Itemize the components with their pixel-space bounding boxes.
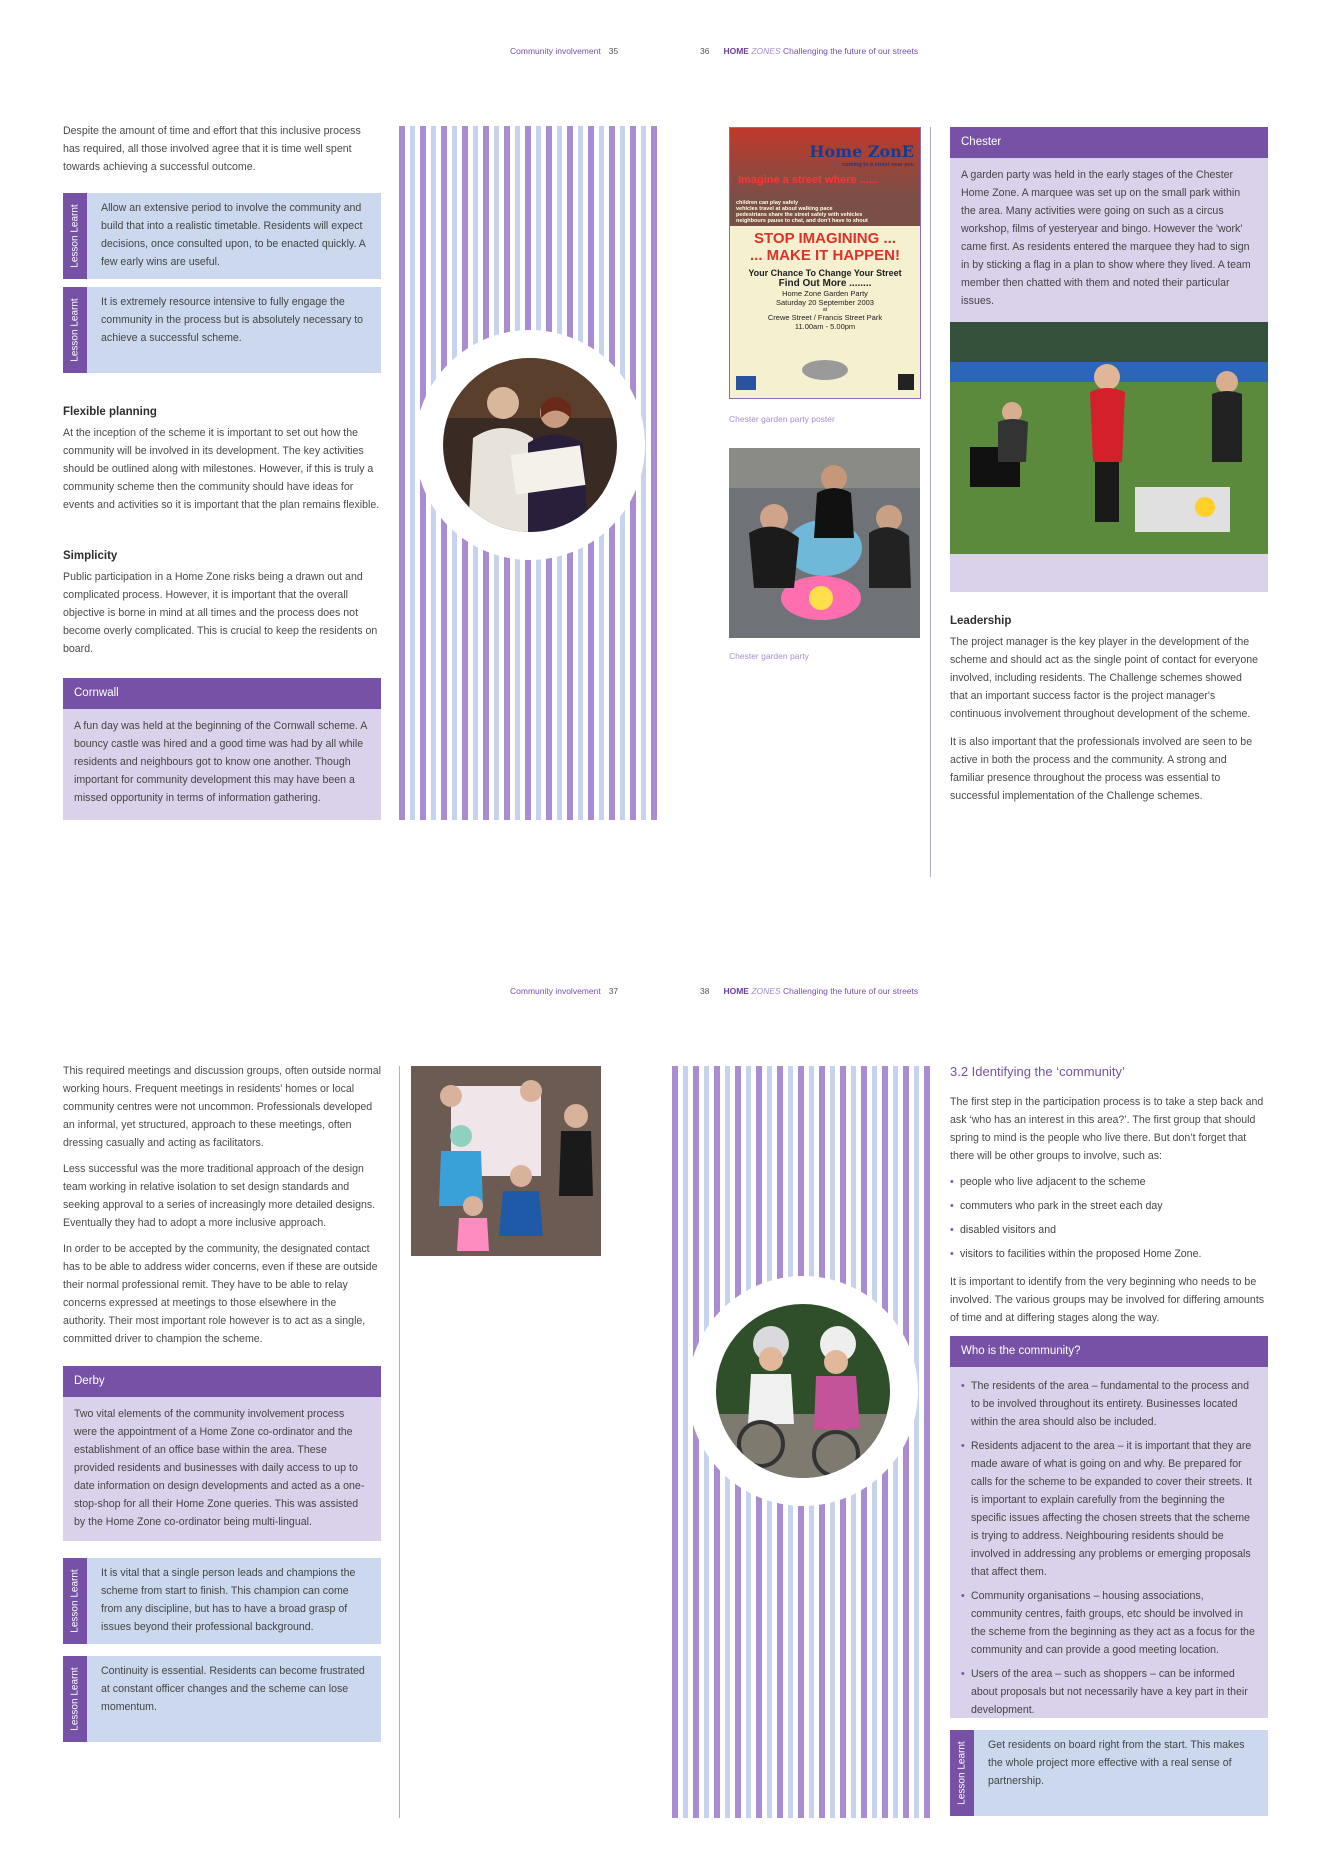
lesson-tab-label: Lesson Learnt	[956, 1741, 968, 1805]
running-header-36	[700, 46, 918, 56]
brand-home: HOME	[723, 986, 749, 996]
section-title: 3.2 Identifying the ‘community’	[950, 1064, 1125, 1079]
lesson-tab	[63, 287, 87, 373]
lesson-tab-label: Lesson Learnt	[69, 1569, 81, 1633]
poster-small-lines	[730, 198, 920, 226]
header-section: Community involvement	[510, 46, 601, 56]
poster-chance: Your Chance To Change Your Street	[748, 268, 902, 278]
header-subtitle: Challenging the future of our streets	[783, 46, 919, 56]
meeting-photo	[443, 358, 617, 532]
home-zone-poster	[729, 127, 921, 399]
list-item: • The residents of the area – fundamental to the process and to be involved throughout its entirety. Businesses located within the area should also be included.	[961, 1377, 1257, 1431]
poster-logo-sub: coming to a street near you	[842, 162, 914, 168]
header-section: Community involvement	[510, 986, 601, 996]
simplicity-section	[63, 550, 381, 666]
list-item: • Community organisations – housing associations, community centres, faith groups, etc should be involved in the scheme from the beginning as they act as a focus for the community and can provide a good meeting location.	[961, 1587, 1257, 1659]
body-paragraph: Less successful was the more traditional approach of the design team working in relative isolation to set design standards and seeking approval to a series of increasingly more detailed designs. Eventually they had to adopt a more inclusive approach.	[63, 1163, 376, 1229]
poster-date: Saturday 20 September 2003	[776, 298, 874, 307]
case-study-box	[63, 678, 381, 820]
running-header-38	[700, 986, 918, 996]
poster-at: at	[822, 307, 828, 313]
lesson-text: Get residents on board right from the start. This makes the whole project more effective with a real sense of partnership.	[988, 1739, 1245, 1787]
poster-party: Home Zone Garden Party	[782, 289, 868, 298]
poster-make: ... MAKE IT HAPPEN!	[749, 247, 900, 264]
body-paragraph: In order to be accepted by the community, the designated contact has to be able to address wider concerns, even if these are outside their normal professional remit. They have to be able to relay concerns expressed at meetings to those elsewhere in the authority. Their most important role however is to act as a single, committed driver to champion the scheme.	[63, 1243, 378, 1345]
body-paragraph: This required meetings and discussion groups, often outside normal working hours. Frequent meetings in residents' homes or local community centres were not uncommon. Professionals developed an informal, yet structured, approach to these meetings, often dressing casually and acting as facilitators.	[63, 1065, 381, 1149]
list-item: • commuters who park in the street each day	[950, 1197, 1265, 1215]
section-heading: Flexible planning	[63, 406, 157, 418]
running-header-35	[510, 46, 618, 56]
identifying-section	[950, 1064, 1265, 1335]
lesson-text: Continuity is essential. Residents can become frustrated at constant officer changes and the scheme can lose momentum.	[101, 1665, 365, 1713]
poster-caption: Chester garden party poster	[729, 414, 835, 424]
brand-zones: ZONES	[751, 46, 781, 56]
flexible-planning-section	[63, 406, 381, 522]
intro-paragraph: Despite the amount of time and effort that this inclusive process has required, all those involved agree that it is time well spent towards achieving a successful outcome.	[63, 125, 361, 173]
page-number: 35	[608, 46, 619, 56]
lesson-tab	[63, 193, 87, 279]
box-title: Who is the community?	[950, 1336, 1268, 1367]
running-header-37	[510, 986, 618, 996]
poster-photo-strip	[730, 128, 920, 198]
section-text: At the inception of the scheme it is important to set out how the community will be involved in its development. The key activities should be outlined along with milestones. However, if this is truly a community scheme then the community should have ideas for events and activities so it is important that the plan remains flexible.	[63, 427, 380, 511]
intro-paragraph: The first step in the participation process is to take a step back and ask ‘who has an interest in this area?’. The first group that should spring to mind is the people who live there. But don’t forget that there will be other groups to involve, such as:	[950, 1096, 1264, 1162]
lesson-text: Allow an extensive period to involve the community and build that into a realistic timetable. Residents will expect decisions, once consulted upon, to be enacted quickly. A few early wins are useful.	[101, 202, 366, 268]
case-study-box	[63, 1366, 381, 1541]
case-study-text: Two vital elements of the community involvement process were the appointment of a Home Zone co-ordinator and the establishment of an office base within the area. These provided residents and businesses with daily access to up to date information on design developments and acted as a one-stop-shop for all their Home Zone queries. This was assisted by the Home Zone co-ordinator being multi-lingual.	[74, 1408, 365, 1528]
poster-line: children can play safely	[736, 200, 799, 206]
page-number: 36	[700, 46, 710, 56]
section-heading: Simplicity	[63, 550, 118, 562]
brand-zones: ZONES	[751, 986, 781, 996]
page35-intro	[63, 122, 378, 184]
lesson-tab	[950, 1730, 974, 1816]
section-text: It is also important that the professionals involved are seen to be active in both the process and the community. A strong and familiar presence throughout the process was essential to successful implementation of the Challenge schemes.	[950, 736, 1253, 802]
who-is-community-box	[950, 1336, 1268, 1718]
case-study-title: Derby	[63, 1366, 381, 1397]
case-study-title: Cornwall	[63, 678, 381, 709]
poster-place: Crewe Street / Francis Street Park	[767, 313, 883, 322]
list-item: • Users of the area – such as shoppers – can be informed about proposals but not necessarily have a key part in their development.	[961, 1665, 1257, 1719]
section-text: Public participation in a Home Zone risks being a drawn out and complicated process. However, it is important that the overall objective is borne in mind at all times and the process does not become overly complicated. This is crucial to keep the residents on board.	[63, 571, 378, 655]
page37-text	[63, 1062, 381, 1356]
interest-group-list	[950, 1173, 1265, 1263]
sponsor-logo-icon	[898, 374, 914, 390]
community-list	[961, 1377, 1257, 1719]
brand-home: HOME	[723, 46, 749, 56]
poster-imagine: Imagine a street where ......	[738, 174, 878, 186]
lesson-tab-label: Lesson Learnt	[69, 1667, 81, 1731]
lesson-tab	[63, 1558, 87, 1644]
list-item: • disabled visitors and	[950, 1221, 1265, 1239]
cycling-children-photo	[716, 1304, 890, 1478]
poster-find: Find Out More ........	[778, 278, 872, 289]
lesson-text: It is vital that a single person leads and champions the scheme from start to finish. This champion can come from any discipline, but has to have a broad grasp of issues beyond their professional background.	[101, 1567, 356, 1633]
lesson-box	[63, 193, 381, 279]
list-item: • Residents adjacent to the area – it is important that they are made aware of what is going on and why. Be prepared for calls for the scheme to be expanded to cover their streets. It is important to explain carefully from the beginning the specific issues affecting the chosen streets that the scheme is trying to address. Neighbouring residents should be involved in addressing any problems or emerging proposals that affect them.	[961, 1437, 1257, 1581]
column-divider	[399, 1066, 400, 1818]
case-study-text: A garden party was held in the early stages of the Chester Home Zone. A marquee was set up on the small park within the area. Many activities were going on such as a circus workshop, films of yesteryear and bingo. However the 'work' came first. As residents entered the marquee they had to sign in by sticking a flag in a plan to show where they lived. A team member then chatted with them and noted their particular issues.	[961, 169, 1251, 307]
leadership-section	[950, 615, 1260, 813]
snail-icon	[802, 360, 848, 380]
header-subtitle: Challenging the future of our streets	[783, 986, 919, 996]
poster-time: 11.00am - 5.00pm	[794, 322, 856, 331]
lesson-box	[63, 287, 381, 373]
group-photo	[411, 1066, 601, 1256]
list-item: • visitors to facilities within the proposed Home Zone.	[950, 1245, 1265, 1263]
lesson-tab-label: Lesson Learnt	[69, 204, 81, 268]
list-item: • people who live adjacent to the scheme	[950, 1173, 1265, 1191]
section-text: The project manager is the key player in the development of the scheme and should act as the single point of contact for everyone involved, including residents. The Challenge schemes showed that an important success factor is the project manager's continuous involvement throughout development of the scheme.	[950, 636, 1258, 720]
poster-line: neighbours pause to chat, and don't have to shout	[736, 218, 868, 224]
lesson-box	[950, 1730, 1268, 1816]
chalk-drawing-photo	[729, 448, 920, 638]
poster-line: pedestrians share the street safely with vehicles	[736, 212, 863, 218]
lesson-box	[63, 1558, 381, 1644]
garden-party-photo	[950, 322, 1268, 554]
body-paragraph: It is important to identify from the very beginning who needs to be involved. The various groups may be involved for differing amounts of time and at differing stages along the way.	[950, 1276, 1265, 1324]
lesson-box	[63, 1656, 381, 1742]
sponsor-logo-icon	[736, 376, 756, 390]
page-number: 38	[700, 986, 710, 996]
section-heading: Leadership	[950, 615, 1012, 627]
poster-logo: Home ZonE	[809, 142, 914, 161]
case-study-title: Chester	[950, 127, 1268, 158]
case-study-text: A fun day was held at the beginning of the Cornwall scheme. A bouncy castle was hired and a good time was had by all while residents and neighbours got to know one another. Though important for community development this may have been a missed opportunity in terms of information gathering.	[74, 720, 367, 804]
lesson-tab	[63, 1656, 87, 1742]
lesson-text: It is extremely resource intensive to fully engage the community in the process but is absolutely necessary to achieve a successful scheme.	[101, 296, 364, 344]
case-study-box	[950, 127, 1268, 592]
lesson-tab-label: Lesson Learnt	[69, 298, 81, 362]
page-number: 37	[608, 986, 619, 996]
poster-stop: STOP IMAGINING ...	[754, 230, 896, 247]
poster-line: vehicles travel at about walking pace	[736, 206, 833, 212]
photo-caption: Chester garden party	[729, 651, 809, 661]
column-divider	[930, 127, 931, 877]
